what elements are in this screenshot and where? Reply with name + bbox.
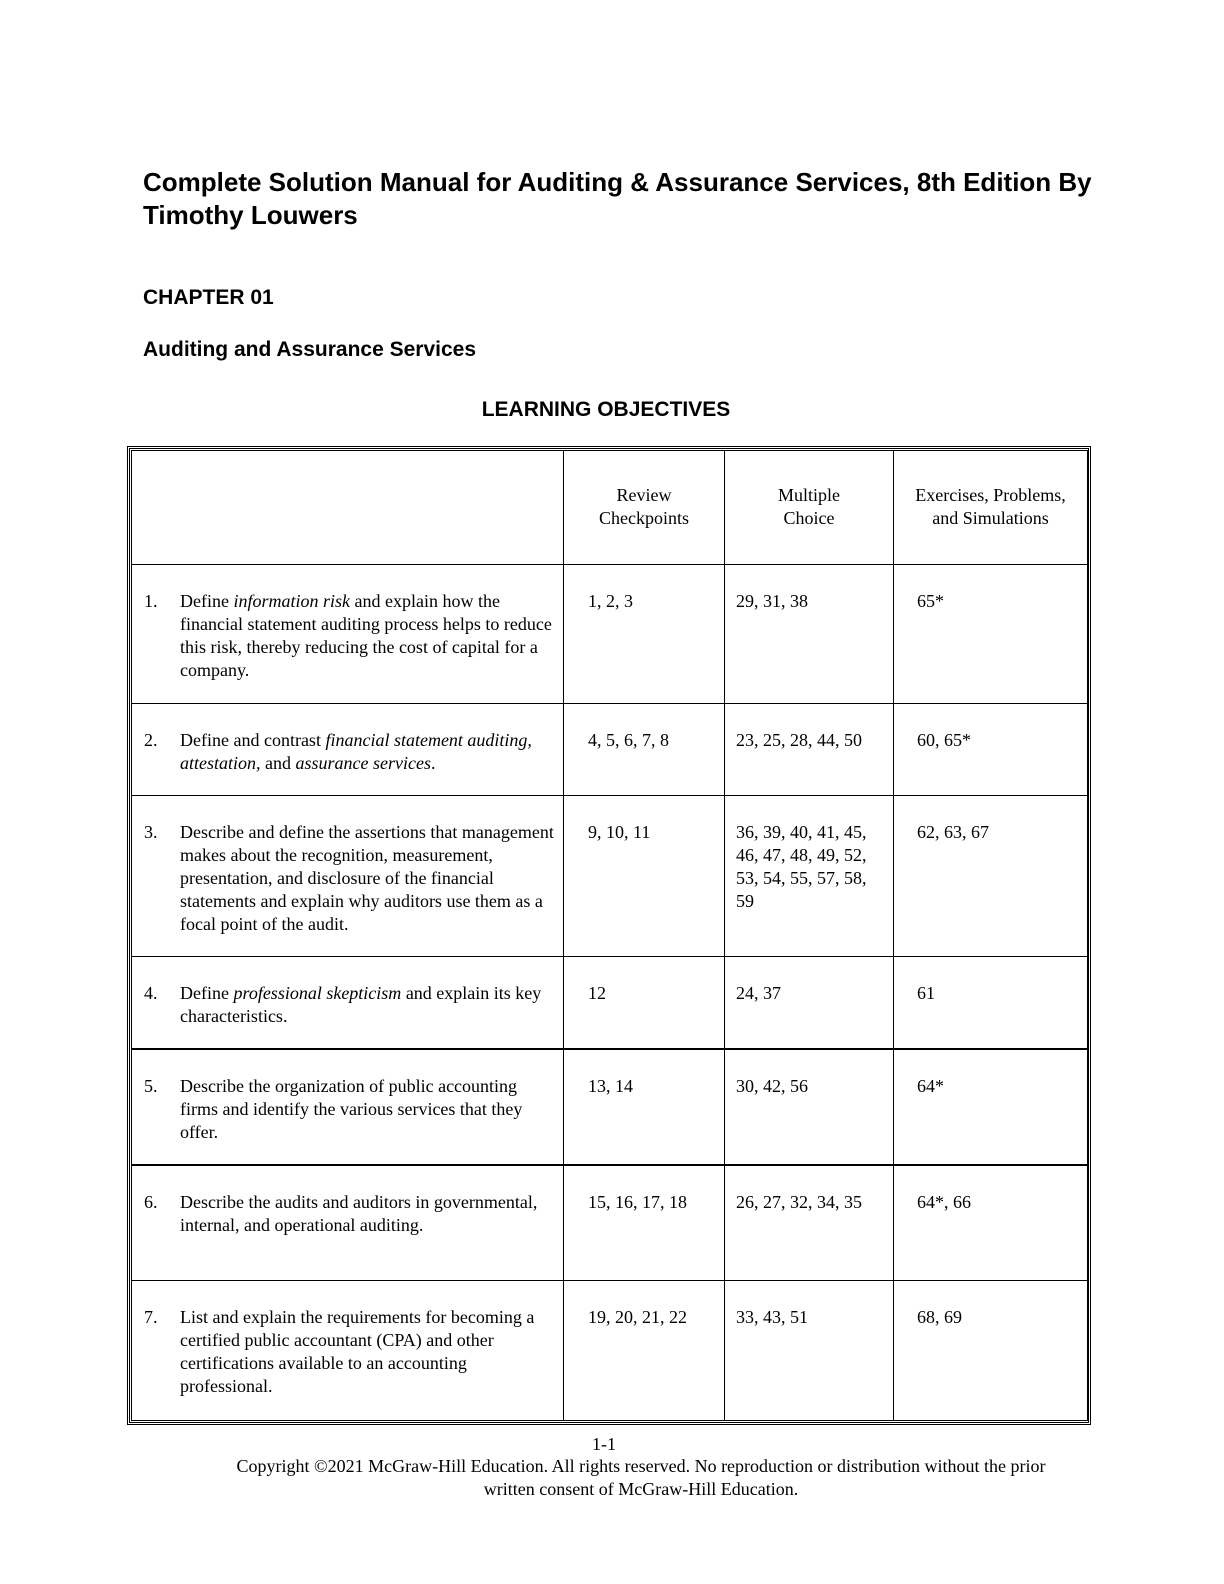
objective-column-header: [132, 451, 564, 565]
objective-number: 7.: [144, 1306, 158, 1327]
exercises-cell: 64*: [894, 1049, 1088, 1165]
objective-text-part: Define: [180, 983, 234, 1003]
objective-number: 3.: [144, 822, 158, 842]
table-row: [132, 1280, 1088, 1420]
objective-term: financial statement auditing, attestation,: [180, 730, 532, 773]
learning-objectives-table-frame: [127, 446, 1091, 1425]
objective-text-part: and explain its key characteristics.: [180, 983, 542, 1026]
objective-number: 1.: [144, 591, 158, 611]
multiple-choice-cell: 36, 39, 40, 41, 45, 46, 47, 48, 49, 52, 53, 54, 55, 57, 58, 59: [725, 796, 894, 957]
multiple-choice-cell: 23, 25, 28, 44, 50: [725, 704, 894, 796]
table-body: [132, 565, 1088, 1421]
objective-text: [180, 729, 555, 775]
multiple-choice-cell: 29, 31, 38: [725, 565, 894, 704]
review-checkpoints-cell: 13, 14: [564, 1049, 725, 1165]
objective-number: 4.: [144, 983, 158, 1003]
review-checkpoints-cell: 12: [564, 957, 725, 1050]
objective-cell: [132, 565, 564, 704]
table-row: [132, 1049, 1088, 1165]
exercises-cell: 62, 63, 67: [894, 796, 1088, 957]
review-checkpoints-header: Review Checkpoints: [564, 451, 725, 565]
objective-text-part: Describe and define the assertions that management makes about the recognition, measurement, presentation, and disclosure of the financial statements and explain why auditors use them as a focal point of the audit.: [180, 822, 554, 934]
copyright-text: Copyright ©2021 McGraw-Hill Education. All rights reserved. No reproduction or distribution without the prior written consent of McGraw-Hill Education.: [236, 1456, 1046, 1499]
review-checkpoints-cell: 4, 5, 6, 7, 8: [564, 704, 725, 796]
objective-text: [180, 1191, 555, 1237]
multiple-choice-header: Multiple Choice: [725, 451, 894, 565]
table-row: [132, 796, 1088, 957]
review-checkpoints-cell: 19, 20, 21, 22: [564, 1280, 725, 1420]
multiple-choice-cell: 26, 27, 32, 34, 35: [725, 1165, 894, 1280]
chapter-title: Auditing and Assurance Services: [143, 338, 476, 361]
section-heading: LEARNING OBJECTIVES: [481, 398, 731, 421]
table-row: [132, 957, 1088, 1050]
objective-text-part: Describe the audits and auditors in governmental, internal, and operational auditing.: [180, 1192, 538, 1235]
objective-cell: [132, 1280, 564, 1420]
objective-text: [180, 821, 555, 936]
document-title: Complete Solution Manual for Auditing & Assurance Services, 8th Edition By Timothy Louwers: [143, 167, 1092, 230]
table-row: [132, 1165, 1088, 1280]
objective-number: 2.: [144, 730, 158, 750]
page-number: 1-1: [592, 1434, 616, 1454]
objective-term: assurance services: [295, 753, 431, 773]
objective-cell: [132, 957, 564, 1050]
exercises-problems-header: Exercises, Problems, and Simulations: [894, 451, 1088, 565]
objective-text-part: .: [430, 753, 436, 773]
chapter-number: CHAPTER 01: [143, 286, 274, 309]
objective-number: 5.: [144, 1076, 158, 1096]
objective-cell: [132, 796, 564, 957]
review-checkpoints-cell: 1, 2, 3: [564, 565, 725, 704]
table-row: [132, 704, 1088, 796]
objective-text: [180, 1306, 555, 1398]
exercises-cell: 68, 69: [894, 1280, 1088, 1420]
objective-term: information risk: [233, 591, 350, 611]
exercises-cell: 60, 65*: [894, 704, 1088, 796]
objective-text: [180, 1075, 555, 1144]
exercises-cell: 61: [894, 957, 1088, 1050]
table-header-row: [132, 451, 1088, 565]
objective-term: professional skepticism: [233, 983, 402, 1003]
multiple-choice-cell: 33, 43, 51: [725, 1280, 894, 1420]
objective-text-part: Define: [180, 591, 234, 611]
objective-text-part: Describe the organization of public accounting firms and identify the various services that they offer.: [180, 1076, 523, 1142]
review-checkpoints-cell: 9, 10, 11: [564, 796, 725, 957]
objective-text: [180, 982, 555, 1028]
exercises-cell: 64*, 66: [894, 1165, 1088, 1280]
multiple-choice-cell: 24, 37: [725, 957, 894, 1050]
objective-cell: [132, 704, 564, 796]
objective-text-part: and explain how the financial statement auditing process helps to reduce this risk, thereby reducing the cost of capital for a company.: [180, 591, 552, 680]
objective-text-part: Define and contrast: [180, 730, 326, 750]
objective-cell: [132, 1165, 564, 1280]
objective-text-part: List and explain the requirements for becoming a certified public accountant (CPA) and other certifications available to an accounting professional.: [180, 1306, 535, 1396]
exercises-cell: 65*: [894, 565, 1088, 704]
review-checkpoints-cell: 15, 16, 17, 18: [564, 1165, 725, 1280]
objective-cell: [132, 1049, 564, 1165]
objective-text-part: and: [260, 753, 296, 773]
table-row: [132, 565, 1088, 704]
learning-objectives-table: [131, 450, 1088, 1421]
objective-number: 6.: [144, 1192, 158, 1212]
multiple-choice-cell: 30, 42, 56: [725, 1049, 894, 1165]
objective-text: [180, 590, 555, 682]
copyright-notice: [0, 1455, 1224, 1501]
